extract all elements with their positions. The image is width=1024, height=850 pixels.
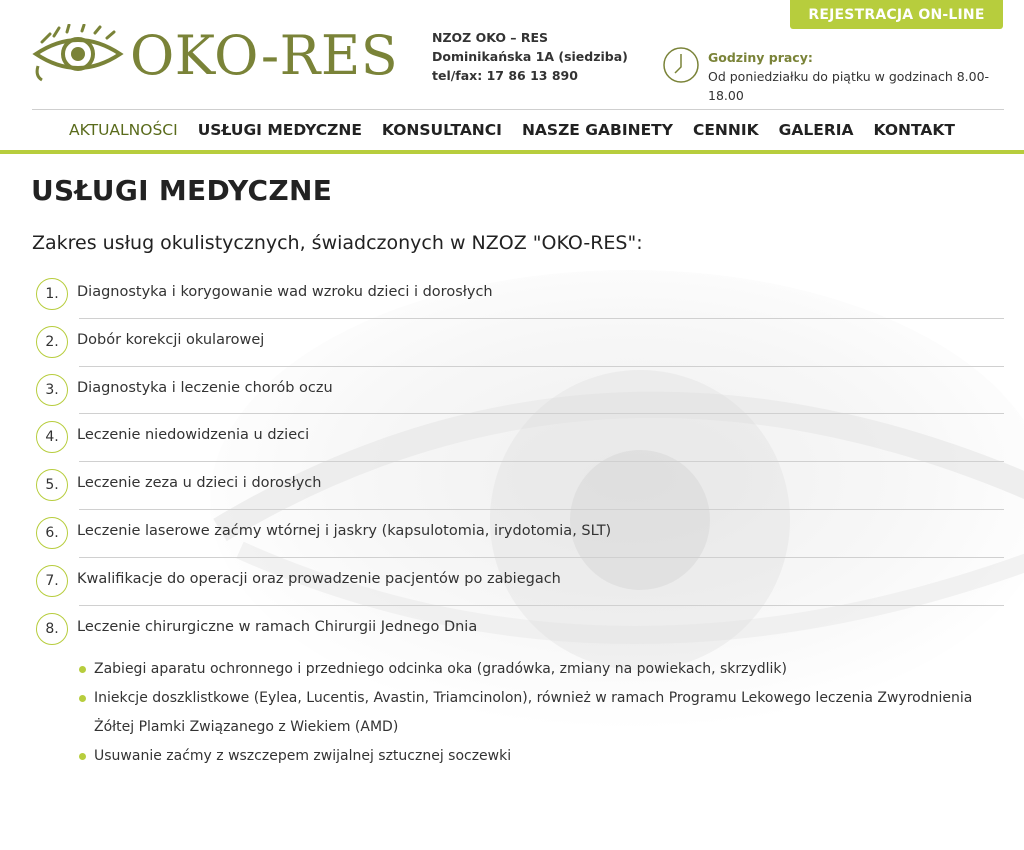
eye-logo-icon [32,24,124,86]
list-label: Leczenie laserowe zaćmy wtórnej i jaskry (kapsulotomia, irydotomia, SLT) [77,522,612,539]
list-number: 1. [36,278,68,310]
list-number: 5. [36,469,68,501]
list-label: Leczenie niedowidzenia u dzieci [77,427,310,444]
nav-item-konsultanci[interactable]: KONSULTANCI [381,121,502,139]
register-online-button[interactable]: REJESTRACJA ON-LINE [790,0,1003,29]
logo[interactable] [32,24,399,87]
list-label: Leczenie chirurgiczne w ramach Chirurgii Jednego Dnia [77,618,478,635]
services-list [32,271,1004,653]
list-item [32,319,1004,367]
bullet-item: Usuwanie zaćmy z wszczepem zwijalnej sztucznej soczewki [78,742,998,771]
list-item [32,510,1004,558]
working-hours [708,48,1024,105]
hours-title: Godziny pracy: [708,50,813,65]
list-label: Dobór korekcji okularowej [77,331,265,348]
nav-item-cennik[interactable]: CENNIK [692,121,759,139]
main-nav [0,110,1024,150]
list-number: 7. [36,565,68,597]
list-label: Leczenie zeza u dzieci i dorosłych [77,475,322,492]
bullet-item: Iniekcje doszklistkowe (Eylea, Lucentis, Avastin, Triamcinolon), również w ramach Programu Lekowego leczenia Zwyrodnienia Żółtej Plamki Związanego z Wiekiem (AMD) [78,684,998,742]
list-label: Kwalifikacje do operacji oraz prowadzenie pacjentów po zabiegach [77,570,561,587]
contact-address [432,28,628,85]
clinic-name: NZOZ OKO – RES [432,30,549,45]
list-item [32,606,1004,654]
list-number: 6. [36,517,68,549]
list-item [32,367,1004,415]
nav-item-galeria[interactable]: GALERIA [778,121,854,139]
nav-item-kontakt[interactable]: KONTAKT [873,121,955,139]
list-item [32,414,1004,462]
clock-icon [662,46,700,84]
list-number: 8. [36,613,68,645]
list-number: 2. [36,326,68,358]
list-item [32,558,1004,606]
page-subtitle: Zakres usług okulistycznych, świadczonych w NZOZ "OKO-RES": [32,232,643,254]
list-label: Diagnostyka i leczenie chorób oczu [77,379,333,396]
logo-text: OKO-RES [130,24,399,87]
nav-item-aktualnosci[interactable]: AKTUALNOŚCI [69,121,178,139]
surgery-subitems [78,655,998,771]
clinic-phone: tel/fax: 17 86 13 890 [432,68,578,83]
list-item [32,271,1004,319]
hours-desc: Od poniedziałku do piątku w godzinach 8.00-18.00 [708,69,990,103]
list-label: Diagnostyka i korygowanie wad wzroku dzieci i dorosłych [77,284,493,300]
nav-item-uslugi-medyczne[interactable]: USŁUGI MEDYCZNE [197,121,362,139]
page-title: USŁUGI MEDYCZNE [31,174,333,207]
nav-underline [0,150,1024,154]
list-number: 3. [36,374,68,406]
nav-item-nasze-gabinety[interactable]: NASZE GABINETY [521,121,673,139]
list-number: 4. [36,421,68,453]
bullet-item: Zabiegi aparatu ochronnego i przedniego odcinka oka (gradówka, zmiany na powiekach, skrzydlik) [78,655,998,684]
list-item [32,462,1004,510]
clinic-street: Dominikańska 1A (siedziba) [432,49,628,64]
